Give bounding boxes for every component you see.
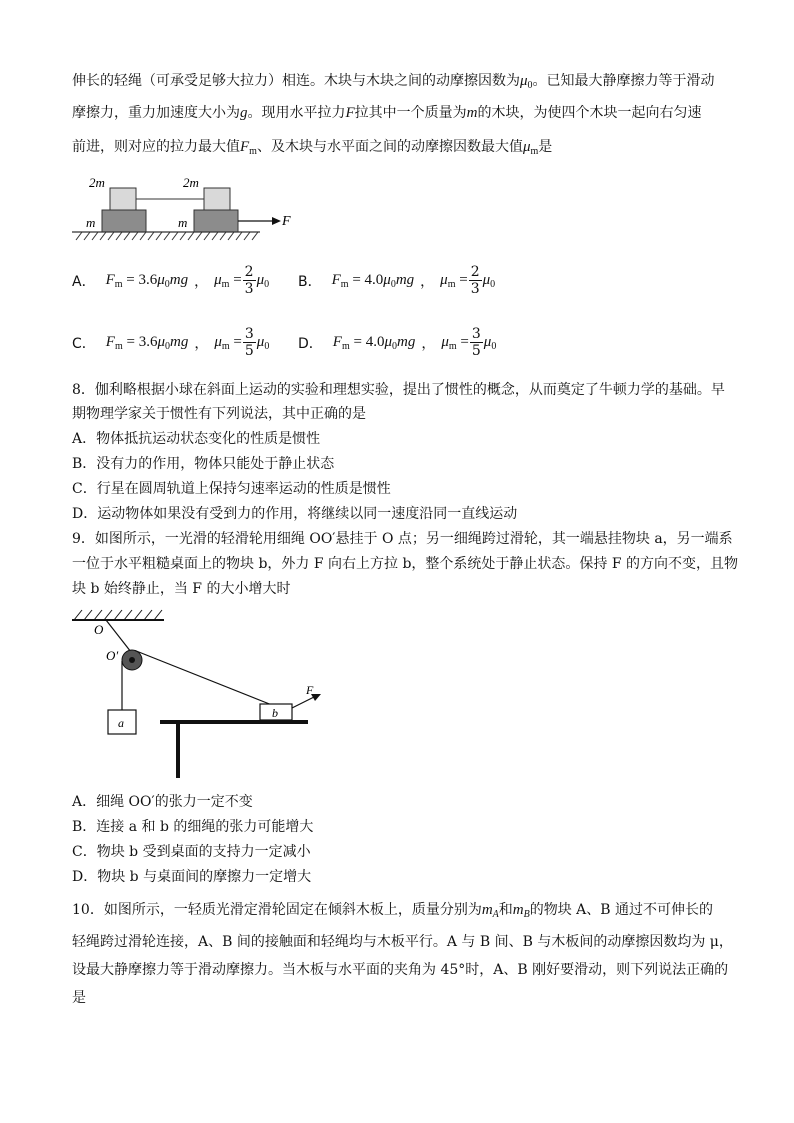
q7-text-line-1 xyxy=(72,72,715,95)
q7-line1-part-b: 。已知最大静摩擦力等于滑动 xyxy=(532,73,715,89)
q8-option-d[interactable]: D．运动物体如果没有受到力的作用，将继续以同一速度沿同一直线运动 xyxy=(72,506,518,522)
q8-option-c[interactable]: C．行星在圆周轨道上保持匀速率运动的性质是惯性 xyxy=(72,481,391,497)
label-F: F xyxy=(282,214,291,229)
q9-pulley-figure xyxy=(72,604,332,782)
lower-left-block xyxy=(102,210,146,232)
q7-line2-part-b: 。现用水平拉力 xyxy=(247,105,346,121)
q8-option-a[interactable]: A．物体抵抗运动状态变化的性质是惯性 xyxy=(72,431,321,447)
q9-option-c[interactable]: C．物块 b 受到桌面的支持力一定减小 xyxy=(72,844,311,860)
label-m-left: m xyxy=(86,215,96,230)
m-symbol: m xyxy=(466,105,478,121)
force-arrow-head xyxy=(272,217,281,225)
option-label: C． xyxy=(72,335,96,352)
q7-option-b[interactable]: B． $F_m = 4.0\mu_0mg$ ， $\mu_m$ = $\frac{2}{3}$ $\mu_0$ xyxy=(298,264,496,297)
option-label: B． xyxy=(298,273,322,290)
q7-blocks-figure xyxy=(72,170,302,250)
label-2m-left: 2m xyxy=(89,175,105,190)
q7-line2-part-a: 摩擦力，重力加速度大小为 xyxy=(72,105,240,121)
q7-line1-part-a: 伸长的轻绳（可承受足够大拉力）相连。木块与木块之间的动摩擦因数为 xyxy=(72,73,520,89)
q10-stem-line-3: 设最大静摩擦力等于滑动摩擦力。当木板与水平面的夹角为 45°时，A、B 刚好要滑动，则下列说法正确的 xyxy=(72,962,729,978)
q7-line2-part-c: 拉其中一个质量为 xyxy=(354,105,467,121)
Fm-symbol: $F_m$ xyxy=(240,139,257,157)
q7-option-c[interactable]: C． $F_m = 3.6\mu_0mg$ ， $\mu_m$ = $\frac{3}{5}$ $\mu_0$ xyxy=(72,326,270,359)
q7-text-line-3 xyxy=(72,138,552,161)
option-label: A． xyxy=(72,273,96,290)
q7-line3-part-a: 前进，则对应的拉力最大值 xyxy=(72,139,240,155)
mu0-symbol: $\mu_0$ xyxy=(520,73,533,91)
q7-line2-part-d: 的木块，为使四个木块一起向右匀速 xyxy=(477,105,702,121)
q9-option-d[interactable]: D．物块 b 与桌面间的摩擦力一定增大 xyxy=(72,869,312,885)
q10-stem-line-2: 轻绳跨过滑轮连接，A、B 间的接触面和轻绳均与木板平行。A 与 B 间、B 与木板间的动摩擦因数均为 μ， xyxy=(72,934,733,950)
table-leg xyxy=(176,724,180,778)
mB-symbol: $m_B$ xyxy=(512,902,530,920)
option-label: D． xyxy=(298,335,323,352)
q10-stem-line-1 xyxy=(72,901,713,924)
label-a: a xyxy=(118,716,124,730)
q10-line1-part-b: 的物块 A、B 通过不可伸长的 xyxy=(529,902,714,918)
pulley xyxy=(122,650,142,670)
q7-line3-part-c: 是 xyxy=(538,139,553,155)
q9-option-b[interactable]: B．连接 a 和 b 的细绳的张力可能增大 xyxy=(72,819,314,835)
mum-symbol: $\mu_m$ xyxy=(522,139,539,157)
q10-line1-and: 和 xyxy=(498,902,513,918)
F-symbol: F xyxy=(345,105,355,121)
mA-symbol: $m_A$ xyxy=(481,902,499,920)
q9-stem-line-3: 块 b 始终静止，当 F 的大小增大时 xyxy=(72,581,291,597)
label-O: O xyxy=(94,622,104,637)
label-m-right: m xyxy=(178,215,188,230)
upper-right-block xyxy=(204,188,230,210)
q9-stem-line-2: 一位于水平粗糙桌面上的物块 b，外力 F 向右上方拉 b，整个系统处于静止状态。保持 F 的方向不变，且物 xyxy=(72,556,739,572)
q9-option-a[interactable]: A．细绳 OO′的张力一定不变 xyxy=(72,794,253,810)
label-F: F xyxy=(306,683,314,697)
table-top xyxy=(160,720,308,724)
q7-option-d[interactable]: D． $F_m = 4.0\mu_0mg$ ， $\mu_m$ = $\frac{3}{5}$ $\mu_0$ xyxy=(298,326,497,359)
force-F-arrow xyxy=(292,697,314,708)
q9-stem-line-1: 9．如图所示，一光滑的轻滑轮用细绳 OO′悬挂于 O 点；另一细绳跨过滑轮，其一端悬挂物块 a，另一端系 xyxy=(72,531,733,547)
q8-stem-line-2: 期物理学家关于惯性有下列说法，其中正确的是 xyxy=(72,406,366,422)
q7-option-a[interactable]: A． $F_m = 3.6\mu_0mg$ ， $\mu_m$ = $\frac{2}{3}$ $\mu_0$ xyxy=(72,264,270,297)
ground-hatching xyxy=(76,232,258,240)
label-O-prime: O′ xyxy=(106,648,119,663)
g-symbol: g xyxy=(240,105,248,121)
label-b: b xyxy=(272,706,278,720)
q7-text-line-2 xyxy=(72,104,702,122)
upper-left-block xyxy=(110,188,136,210)
q10-stem-line-4: 是 xyxy=(72,990,86,1006)
label-2m-right: 2m xyxy=(183,175,199,190)
q8-option-b[interactable]: B．没有力的作用，物体只能处于静止状态 xyxy=(72,456,335,472)
rope-to-b xyxy=(135,651,272,706)
q8-stem-line-1: 8．伽利略根据小球在斜面上运动的实验和理想实验，提出了惯性的概念，从而奠定了牛顿力学的基础。早 xyxy=(72,382,725,398)
q10-line1-part-a: 10．如图所示，一轻质光滑定滑轮固定在倾斜木板上，质量分别为 xyxy=(72,902,482,918)
ceiling-hatching xyxy=(74,610,162,620)
q7-line3-part-b: 、及木块与水平面之间的动摩擦因数最大值 xyxy=(256,139,523,155)
lower-right-block xyxy=(194,210,238,232)
